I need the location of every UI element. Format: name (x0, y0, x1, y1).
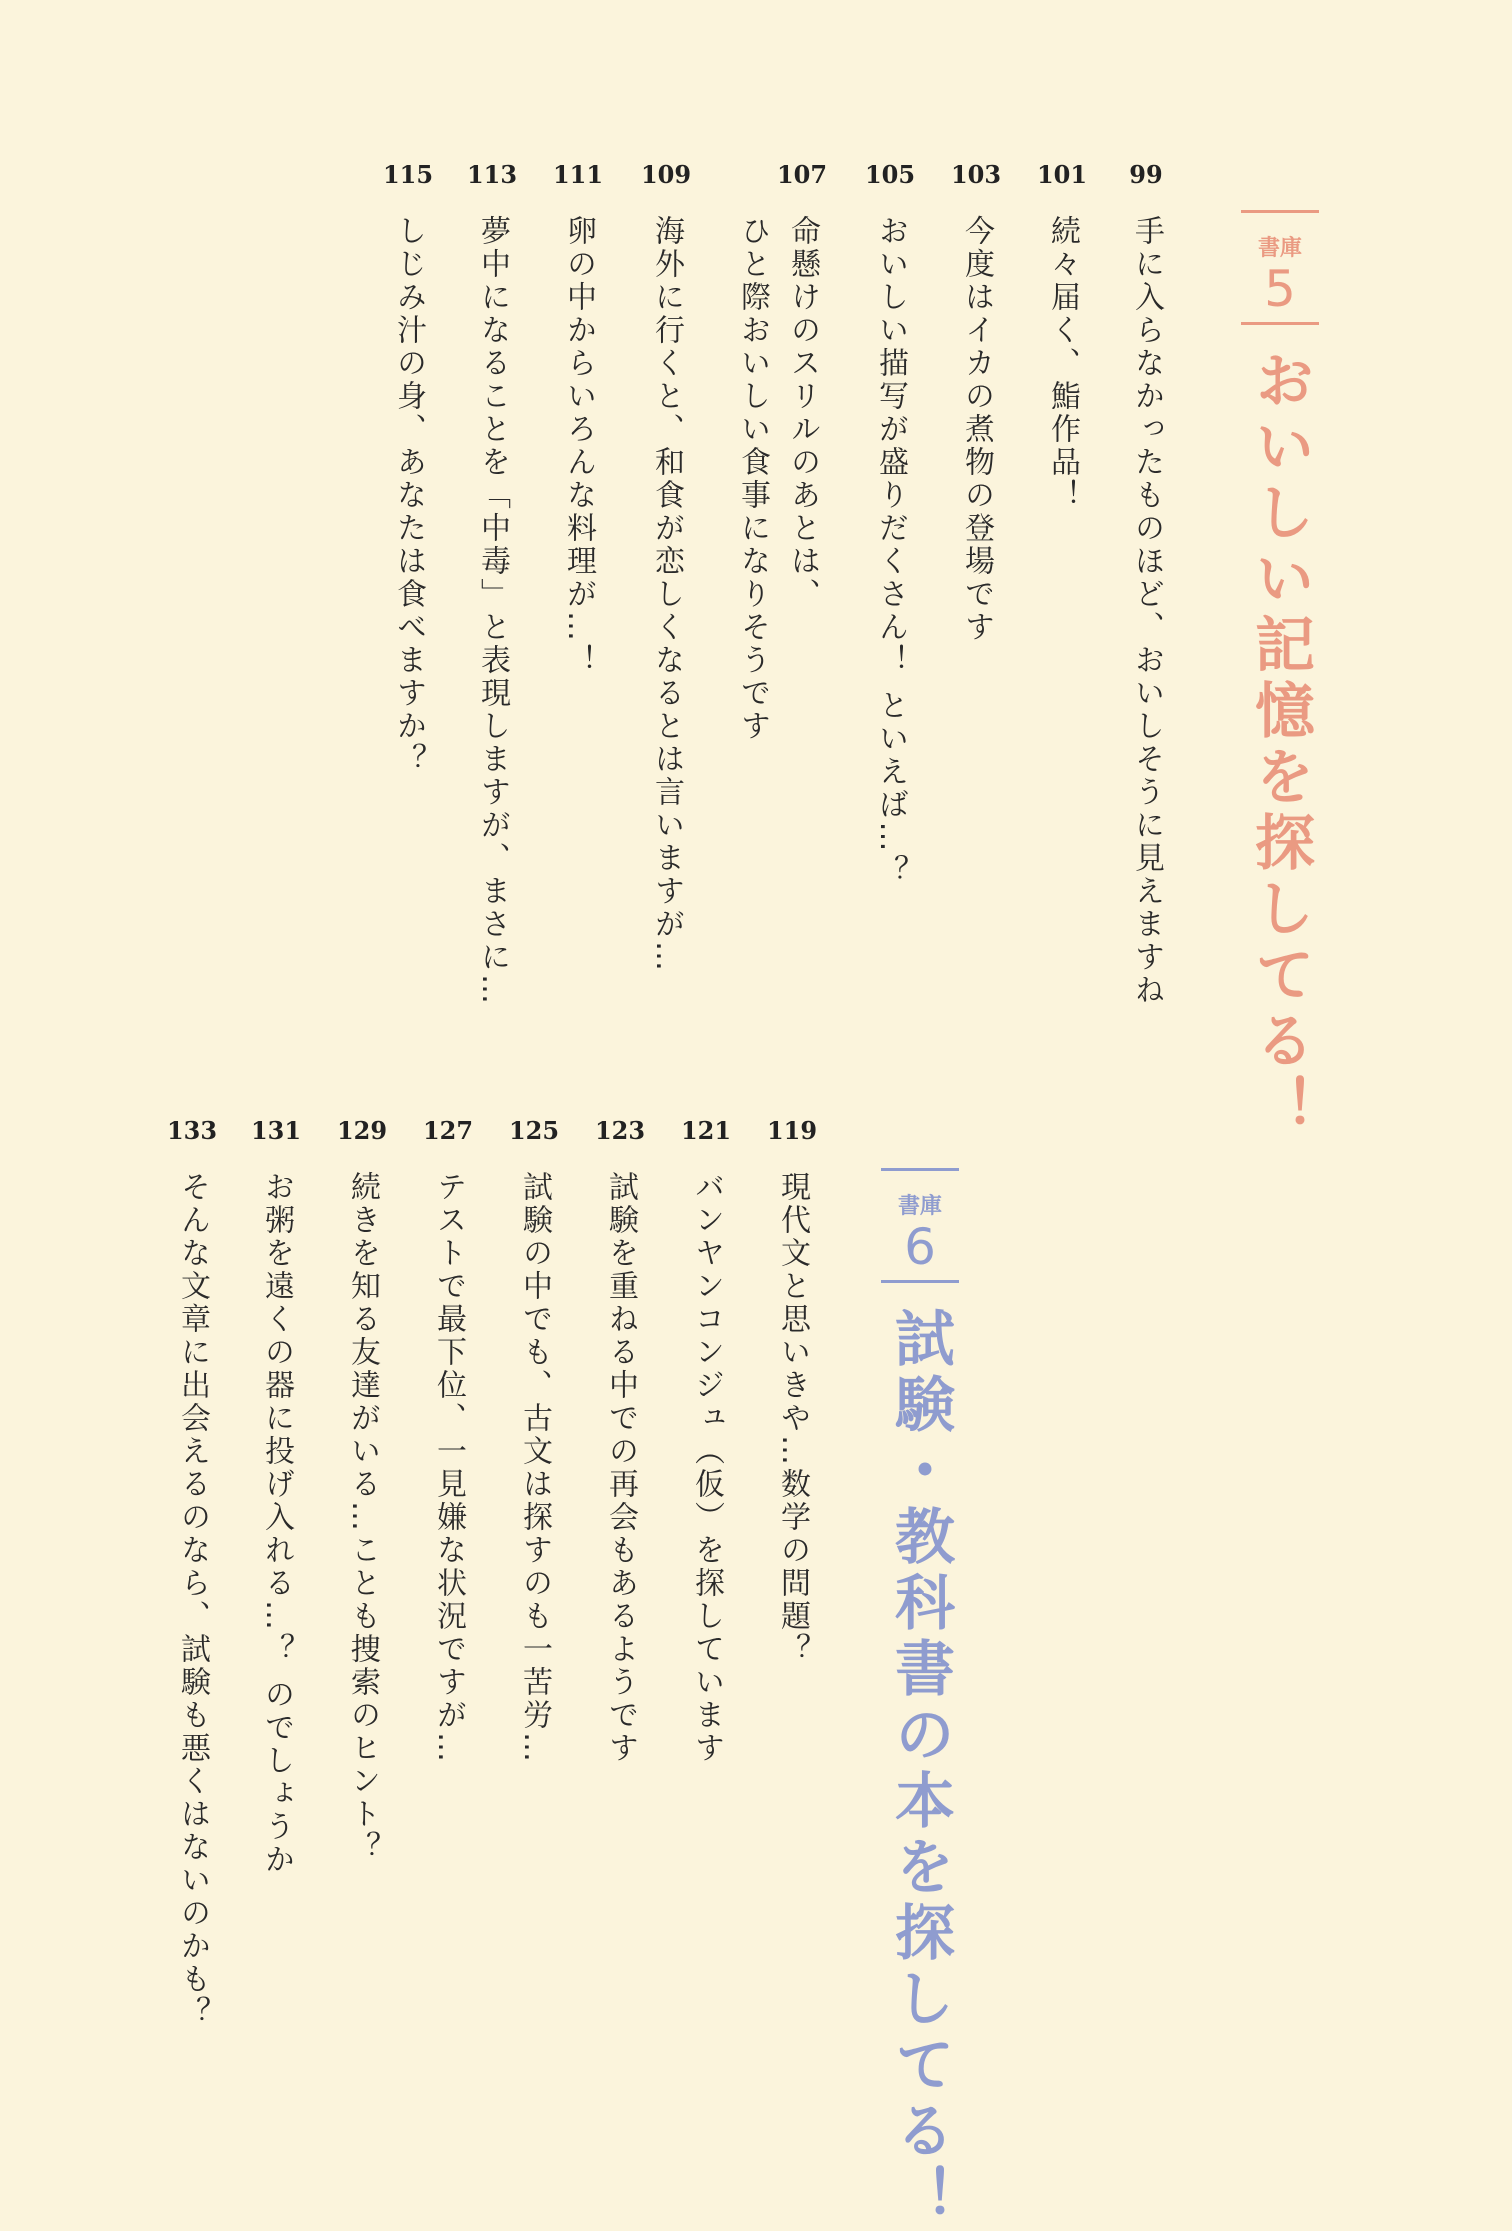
entry-text: 命懸けのスリルのあとは、 (785, 215, 820, 611)
section-label: 書庫 (897, 1194, 942, 1219)
section-title: 試験・教科書の本を探してる！ (885, 1307, 955, 2231)
entry-text: 海外に行くと、和食が恋しくなるとは言いますが… (649, 215, 684, 974)
entry-text: 手に入らなかったものほど、おいしそうに見えますね (1129, 215, 1164, 1007)
page-number: 105 (864, 160, 916, 189)
entry-text: バンヤンコンジュ（仮）を探しています (689, 1171, 724, 1765)
toc-entry-continued[interactable] (722, 160, 782, 743)
header-rule (1241, 210, 1319, 213)
toc-entry[interactable] (762, 1116, 822, 1666)
page-number: 99 (1129, 160, 1163, 189)
section-title: おいしい記憶を探してる！ (1245, 349, 1315, 1141)
toc-entry[interactable] (162, 1116, 222, 2029)
page-number: 115 (382, 160, 434, 189)
toc-entry[interactable] (946, 160, 1006, 644)
page-number: 101 (1036, 160, 1088, 189)
entry-text: 続々届く、鮨作品！ (1045, 215, 1080, 512)
entry-text: そんな文章に出会えるのなら、試験も悪くはないのかも？ (175, 1171, 210, 2029)
entry-text: 卵の中からいろんな料理が…！ (561, 215, 596, 677)
section-6 (0, 1060, 1512, 2231)
header-rule (881, 1168, 959, 1171)
entry-text: お粥を遠くの器に投げ入れる…？ のでしょうか (259, 1171, 294, 1877)
toc-entry[interactable] (1116, 160, 1176, 1007)
page-number: 125 (508, 1116, 560, 1145)
entry-text: 夢中になることを「中毒」と表現しますが、まさに… (475, 215, 510, 1007)
toc-entry[interactable] (860, 160, 920, 888)
page-number: 129 (336, 1116, 388, 1145)
toc-entry[interactable] (378, 160, 438, 776)
section-5-header (1230, 210, 1330, 1141)
toc-entry[interactable] (418, 1116, 478, 1765)
toc-entry[interactable] (462, 160, 522, 1007)
page-number: 107 (776, 160, 828, 189)
toc-entry[interactable] (590, 1116, 650, 1765)
entry-text: 試験を重ねる中での再会もあるようです (603, 1171, 638, 1765)
header-rule (1241, 322, 1319, 325)
page-number: 111 (552, 160, 604, 189)
page-number: 109 (640, 160, 692, 189)
entry-text: 続きを知る友達がいる…ことも捜索のヒント？ (345, 1171, 380, 1864)
page-number: 127 (422, 1116, 474, 1145)
section-number: 6 (904, 1218, 936, 1276)
section-number: 5 (1264, 260, 1296, 318)
page-number: 113 (466, 160, 518, 189)
entry-text: ひと際おいしい食事になりそうです (735, 215, 770, 743)
page-number: 131 (250, 1116, 302, 1145)
toc-entry[interactable] (246, 1116, 306, 1877)
entry-text: おいしい描写が盛りだくさん！ といえば…？ (873, 215, 908, 888)
toc-entry[interactable] (332, 1116, 392, 1864)
toc-entry[interactable] (548, 160, 608, 677)
entry-text: 試験の中でも、古文は探すのも一苦労… (517, 1171, 552, 1765)
entry-text: 今度はイカの煮物の登場です (959, 215, 994, 644)
toc-entry[interactable] (1032, 160, 1092, 512)
page-number: 103 (950, 160, 1002, 189)
entry-text: テストで最下位、一見嫌な状況ですが… (431, 1171, 466, 1765)
header-rule (881, 1280, 959, 1283)
page-number: 119 (766, 1116, 818, 1145)
entry-text: 現代文と思いきや…数学の問題？ (775, 1171, 810, 1666)
toc-entry[interactable] (636, 160, 696, 974)
page-number: 133 (166, 1116, 218, 1145)
page-number: 121 (680, 1116, 732, 1145)
toc-entry[interactable] (676, 1116, 736, 1765)
section-label: 書庫 (1257, 236, 1302, 261)
section-6-header (870, 1168, 970, 2231)
toc-entry[interactable] (504, 1116, 564, 1765)
entry-text: しじみ汁の身、あなたは食べますか？ (391, 215, 426, 776)
page-number: 123 (594, 1116, 646, 1145)
